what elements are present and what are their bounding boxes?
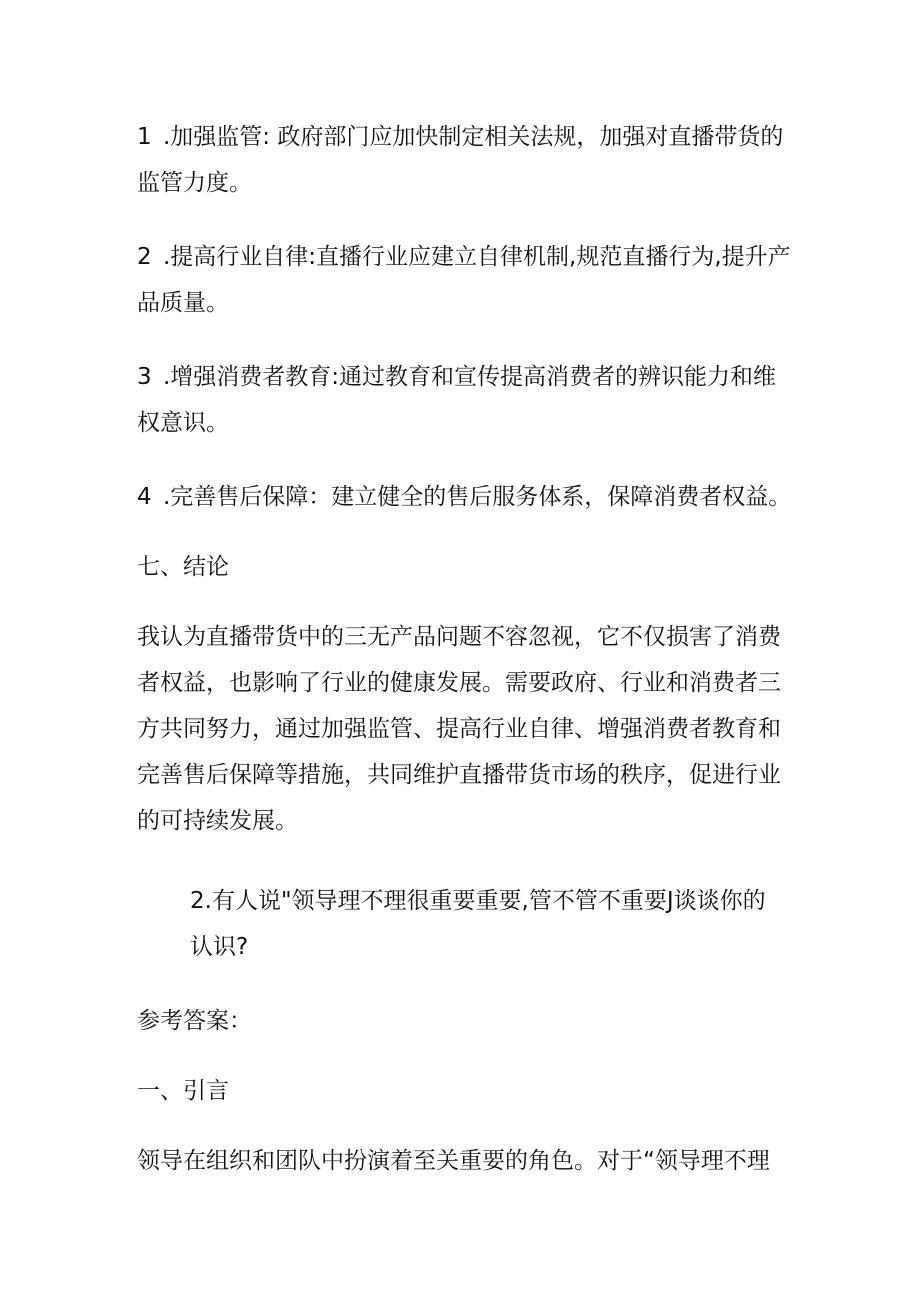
answer-label: 参考答案： [137, 1008, 252, 1034]
measure-item-4 [137, 474, 837, 520]
intro-heading: 一、引言 [137, 1078, 229, 1104]
measure-number: 4 [137, 484, 152, 510]
measure-item-1 [137, 114, 792, 206]
measure-text: .增强消费者教育:通过教育和宣传提高消费者的辨识能力和维权意识。 [137, 364, 777, 436]
measure-number: 2 [137, 244, 152, 270]
intro-body: 领导在组织和团队中扮演着至关重要的角色。对于“领导理不理 [137, 1148, 770, 1174]
measure-text: .加强监管: 政府部门应加快制定相关法规，加强对直播带货的监管力度。 [137, 124, 784, 196]
measure-item-2 [137, 234, 792, 326]
measure-number: 3 [137, 364, 152, 390]
measure-text: .完善售后保障：建立健全的售后服务体系，保障消费者权益。 [163, 484, 792, 510]
measure-text: .提高行业自律:直播行业应建立自律机制,规范直播行为,提升产品质量。 [137, 244, 791, 316]
measure-item-3 [137, 354, 792, 446]
conclusion-heading: 七、结论 [137, 554, 229, 580]
conclusion-body: 我认为直播带货中的三无产品问题不容忽视，它不仅损害了消费者权益，也影响了行业的健康发展。需要政府、行业和消费者三方共同努力，通过加强监管、提高行业自律、增强消费者教育和完善售后保障等措施，共同维护直播带货市场的秩序，促进行业的可持续发展。 [137, 624, 781, 834]
measure-number: 1 [137, 124, 152, 150]
question-text: 2.有人说"领导理不理很重要重要,管不管不重要J谈谈你的认识? [190, 888, 766, 960]
